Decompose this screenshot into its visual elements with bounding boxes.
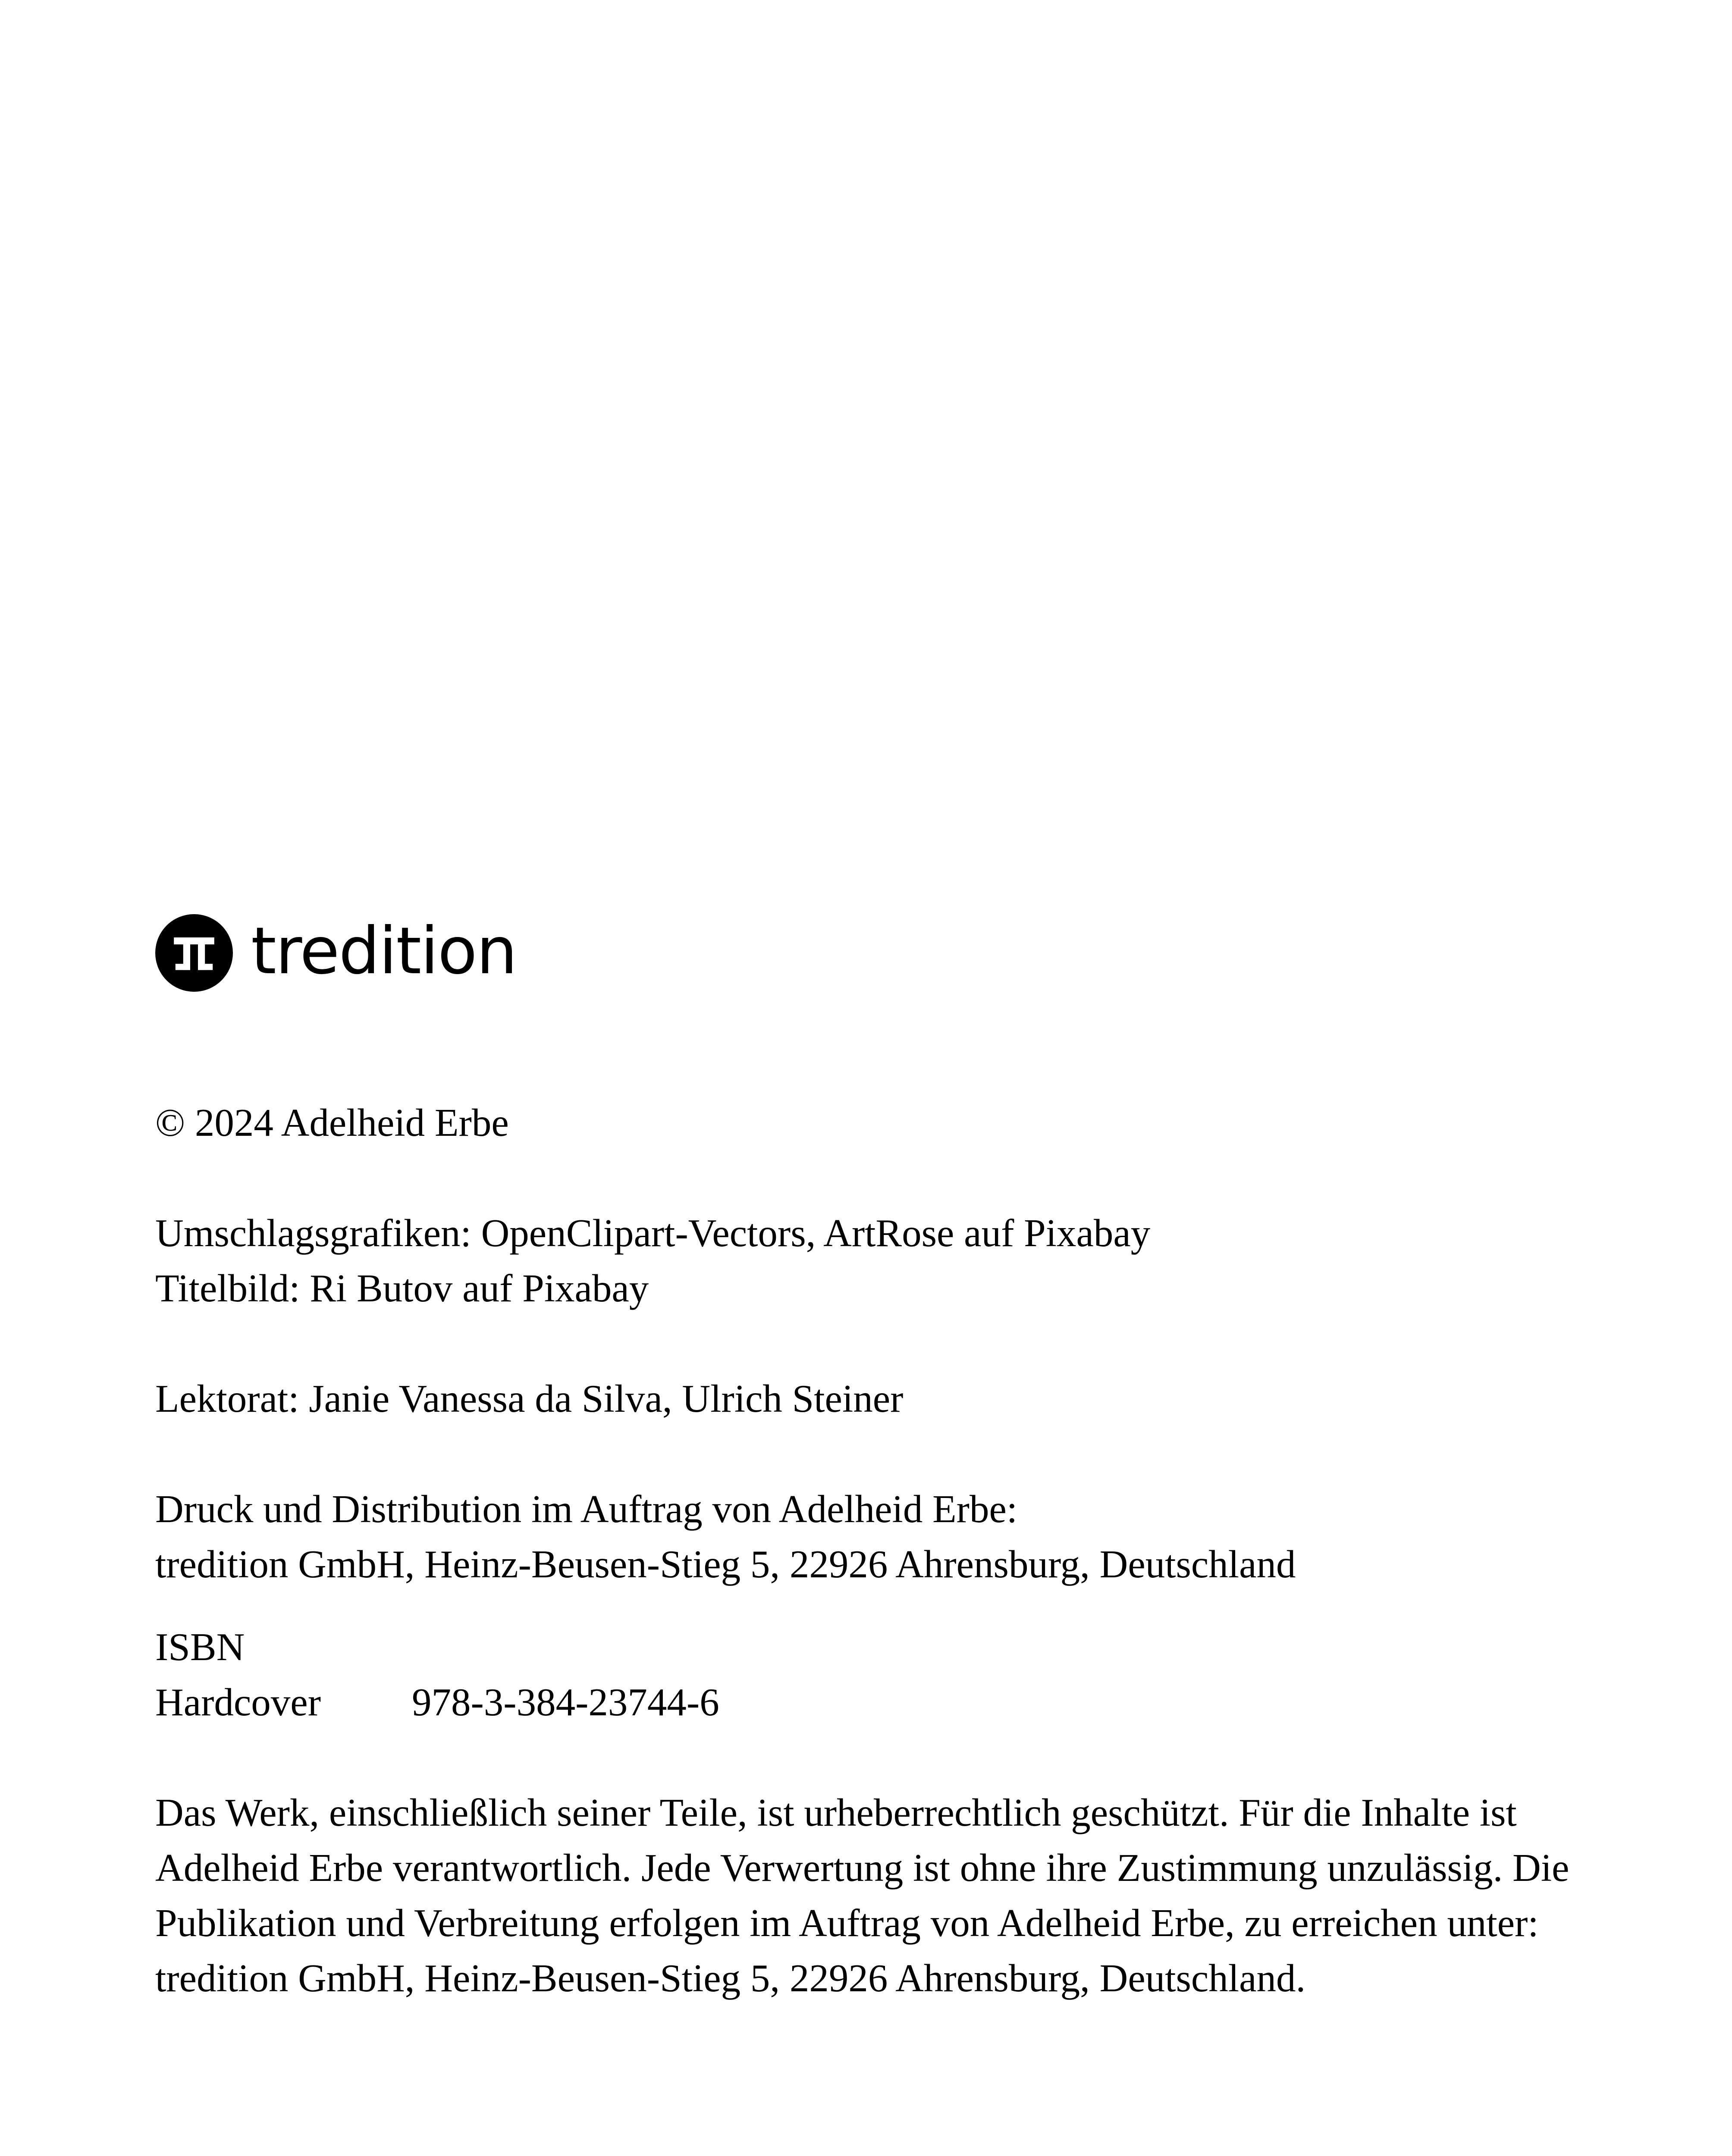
credits-block [155,1206,1578,1316]
isbn-number: 978-3-384-23744-6 [412,1680,719,1724]
publisher-wordmark: tredition [251,914,517,989]
copyright-line: © 2024 Adelheid Erbe [155,1101,509,1144]
tredition-logo-icon [155,914,233,992]
editing-block [155,1371,1578,1426]
publisher-logo [155,910,517,996]
isbn-format: Hardcover [155,1680,321,1724]
imprint-block [155,1095,1578,2006]
cover-graphics-credit: Umschlagsgrafiken: OpenClipart-Vectors, ArtRose auf Pixabay [155,1211,1151,1255]
isbn-row [155,1675,1578,1730]
distribution-block [155,1482,1578,1592]
title-image-credit: Titelbild: Ri Butov auf Pixabay [155,1266,649,1310]
isbn-block [155,1620,1578,1730]
distribution-line-1: Druck und Distribution im Auftrag von Adelheid Erbe: [155,1487,1018,1531]
legal-notice: Das Werk, einschließlich seiner Teile, ist urheberrechtlich geschützt. Für die Inhalte ist Adelheid Erbe verantwortlich. Jede Verwertung ist ohne ihre Zustimmung unzulässig. Die Publikation und Verbreitung erfolgen im Auftrag von Adelheid Erbe, zu erreichen unter: tredition GmbH, Heinz-Beusen-Stieg 5, 22926 Ahrensburg, Deutschland. [155,1791,1569,2000]
editing-credit: Lektorat: Janie Vanessa da Silva, Ulrich Steiner [155,1377,904,1420]
distribution-line-2: tredition GmbH, Heinz-Beusen-Stieg 5, 22926 Ahrensburg, Deutschland [155,1542,1296,1586]
isbn-heading: ISBN [155,1625,245,1669]
